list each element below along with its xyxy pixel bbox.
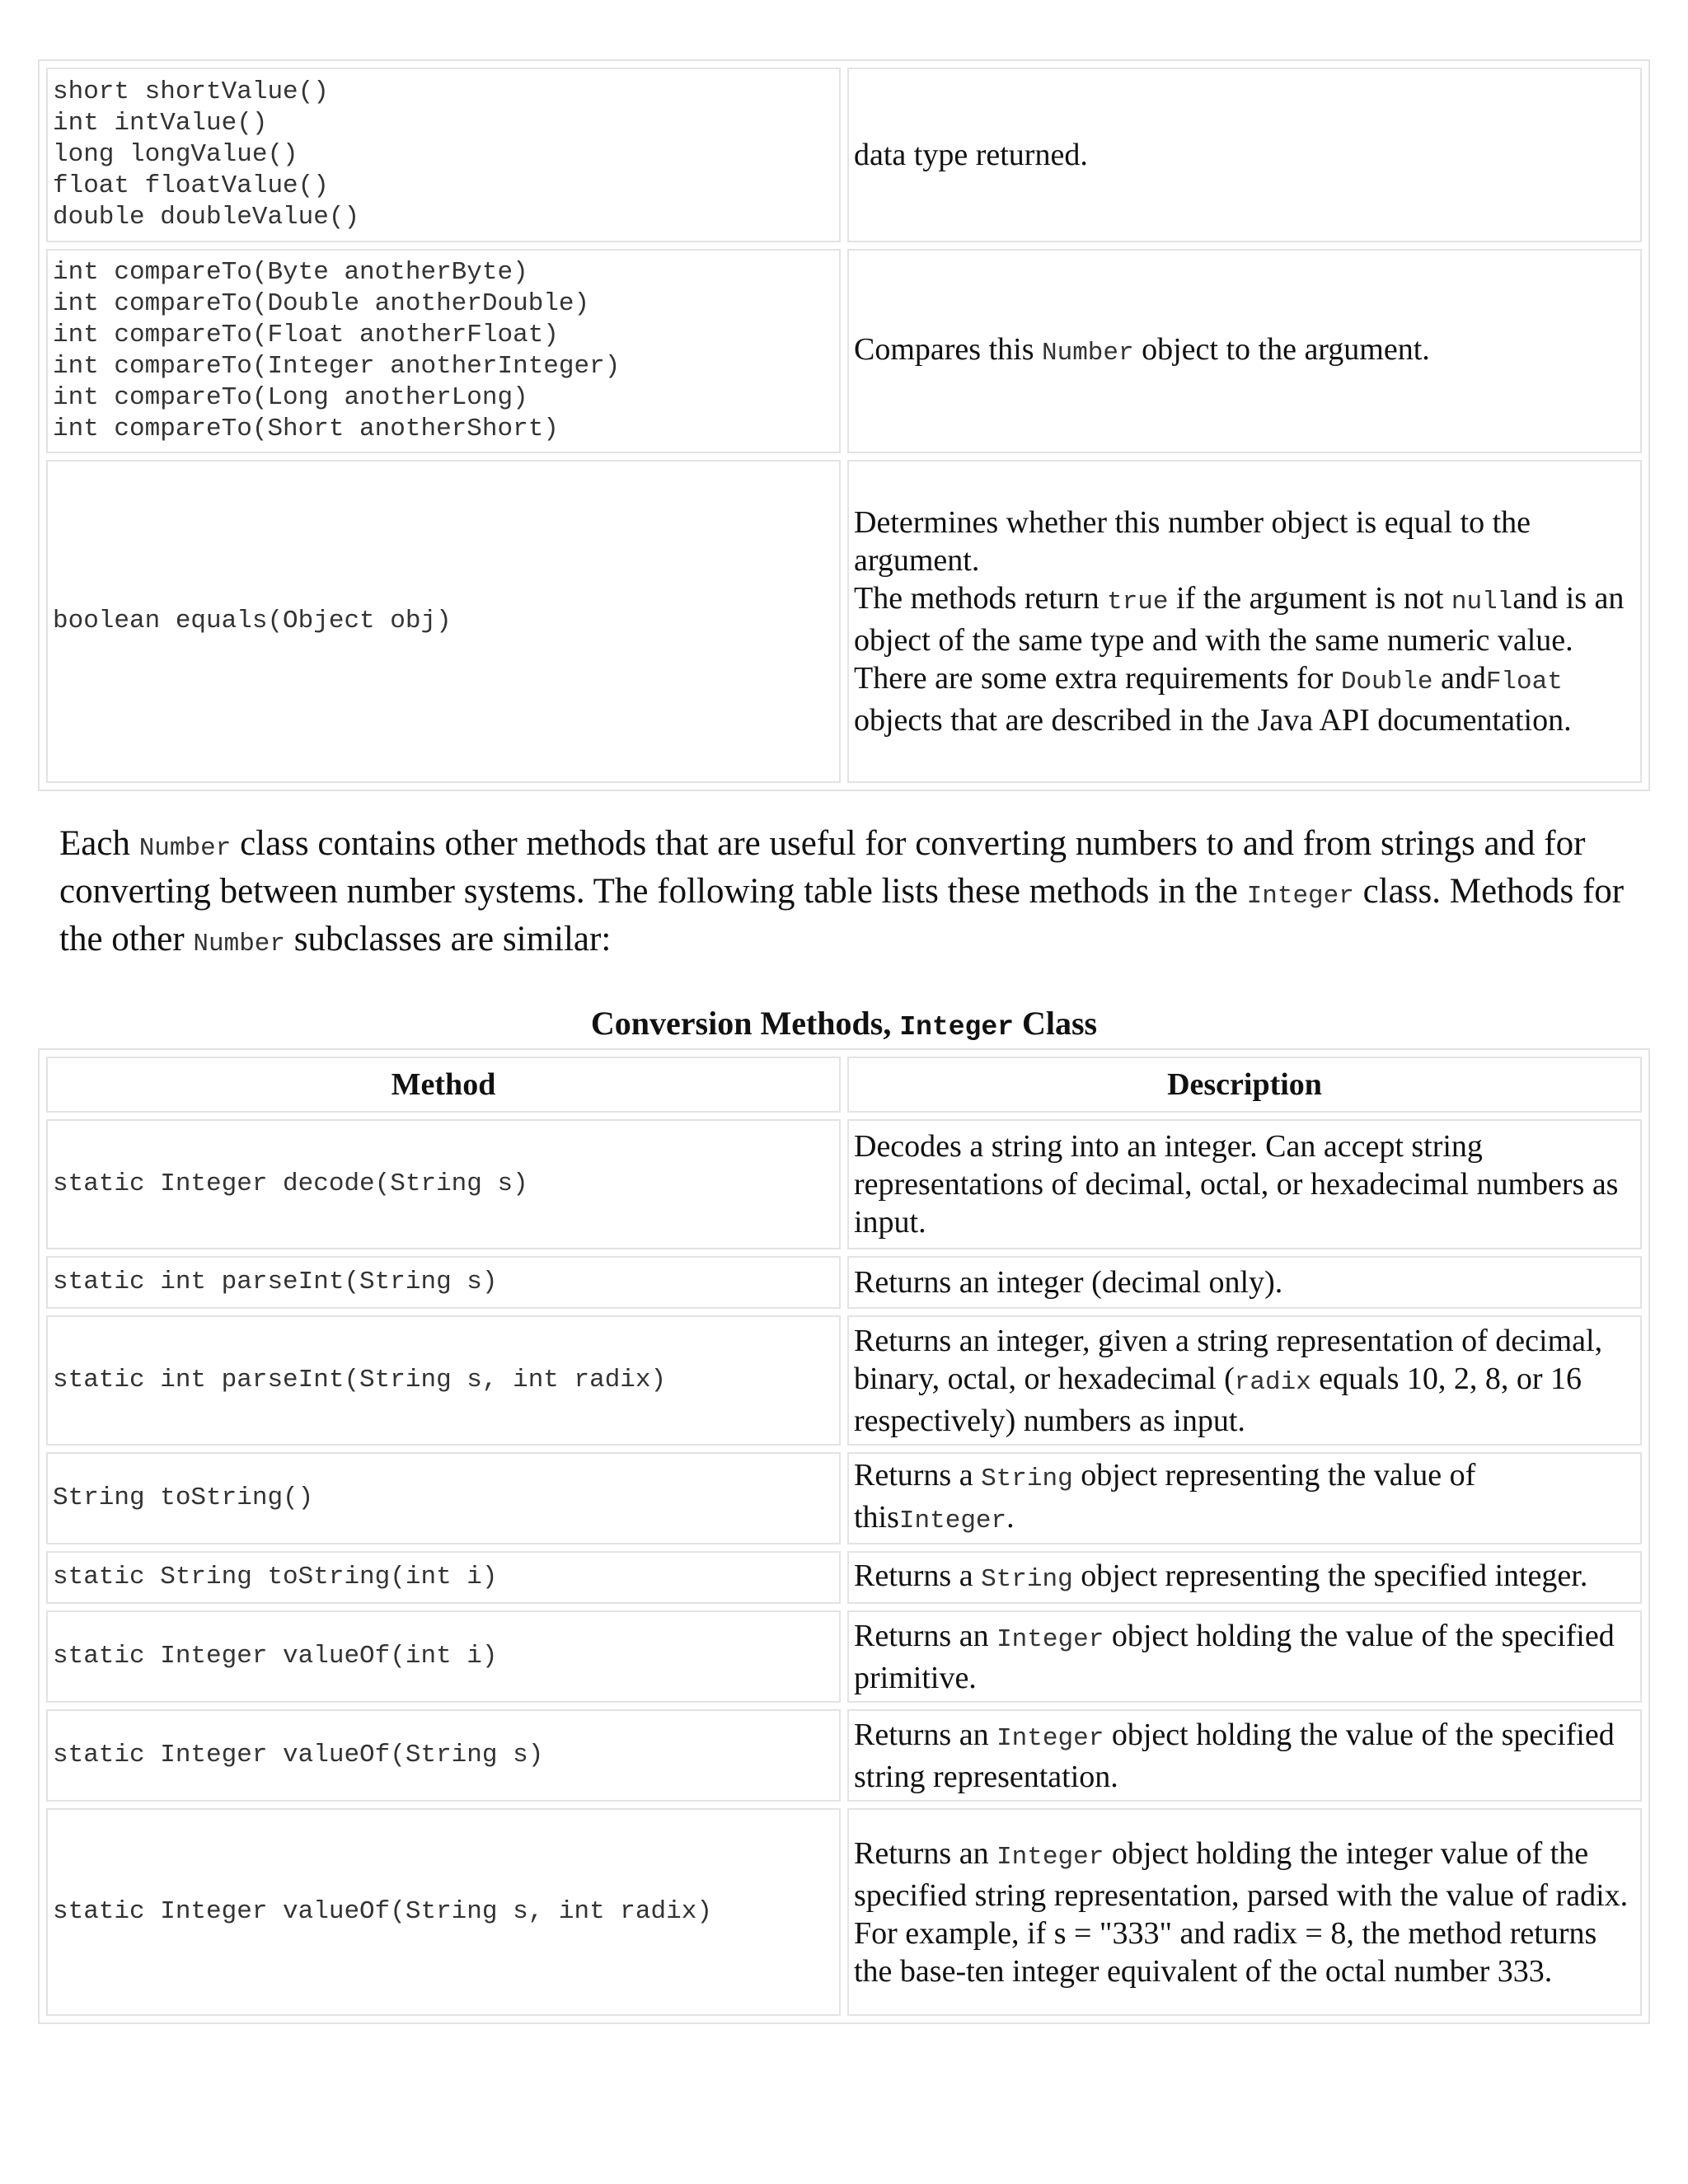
- code-string: String: [981, 1564, 1073, 1594]
- method-cell: String toString(): [46, 1452, 841, 1544]
- description-cell: Compares this Number object to the argument.: [847, 249, 1642, 453]
- table-row: [46, 1610, 1642, 1703]
- description-cell: Returns an Integer object holding the integer value of the specified string representation, parsed with the value of radix. For example, if s = "333" and radix = 8, the method returns the base-ten integer equivalent of the octal number 333.: [847, 1808, 1642, 2016]
- table-row: [46, 1709, 1642, 1802]
- method-cell: static int parseInt(String s, int radix): [46, 1315, 841, 1446]
- header-row: [46, 1057, 1642, 1113]
- table-row: [46, 1315, 1642, 1446]
- method-cell: static Integer decode(String s): [46, 1119, 841, 1249]
- description-cell: Decodes a string into an integer. Can accept string representations of decimal, octal, or hexadecimal numbers as input.: [847, 1119, 1642, 1249]
- description-cell: Returns an Integer object holding the value of the specified string representation.: [847, 1709, 1642, 1802]
- code-integer: Integer: [996, 1624, 1104, 1654]
- code-integer: Integer: [899, 1012, 1014, 1043]
- code-true: true: [1107, 588, 1169, 616]
- code-number: Number: [138, 834, 232, 863]
- table-row: [46, 1551, 1642, 1604]
- table-row: [46, 1256, 1642, 1309]
- table-row: [46, 68, 1642, 242]
- code-string: String: [981, 1465, 1073, 1493]
- method-cell: short shortValue() int intValue() long longValue() float floatValue() double doubleValue(): [46, 68, 841, 242]
- description-cell: Returns a String object representing the value of thisInteger.: [847, 1452, 1642, 1544]
- description-cell: Returns an Integer object holding the value of the specified primitive.: [847, 1610, 1642, 1703]
- description-cell: Returns an integer (decimal only).: [847, 1256, 1642, 1309]
- method-cell: static Integer valueOf(String s): [46, 1709, 841, 1802]
- code-null: null: [1451, 588, 1513, 616]
- code-integer: Integer: [1246, 882, 1354, 911]
- method-cell: int compareTo(Byte anotherByte) int compareTo(Double anotherDouble) int compareTo(Float anotherFloat) int compareTo(Integer anotherInteger) int compareTo(Long anotherLong) int compareTo(Short anotherShort): [46, 249, 841, 453]
- table-row: [46, 1808, 1642, 2016]
- code-radix: radix: [1234, 1367, 1311, 1397]
- description-cell: Returns a String object representing the specified integer.: [847, 1551, 1642, 1604]
- method-cell: static String toString(int i): [46, 1551, 841, 1604]
- code-float: Float: [1485, 668, 1563, 696]
- method-cell: static int parseInt(String s): [46, 1256, 841, 1309]
- description-cell: Determines whether this number object is equal to the argument. The methods return true if the argument is not nulland is an object of the same type and with the same numeric value. There are some extra requirements for Double andFloat objects that are described in the Java API documentation.: [847, 460, 1642, 783]
- table-row: [46, 1119, 1642, 1249]
- table-row: [46, 1452, 1642, 1544]
- method-cell: static Integer valueOf(String s, int radix): [46, 1808, 841, 2016]
- description-cell: data type returned.: [847, 68, 1642, 242]
- method-cell: static Integer valueOf(int i): [46, 1610, 841, 1703]
- code-integer: Integer: [996, 1842, 1104, 1872]
- code-integer: Integer: [996, 1723, 1104, 1753]
- description-cell: Returns an integer, given a string representation of decimal, binary, octal, or hexadecimal (radix equals 10, 2, 8, or 16 respectively) numbers as input.: [847, 1315, 1642, 1446]
- number-methods-table: [38, 59, 1650, 791]
- method-cell: boolean equals(Object obj): [46, 460, 841, 783]
- code-number: Number: [193, 930, 286, 958]
- code-number: Number: [1041, 338, 1134, 368]
- table-row: [46, 249, 1642, 453]
- table-caption: Conversion Methods, Integer Class: [590, 1005, 1098, 1043]
- table-row: [46, 460, 1642, 783]
- conversion-methods-table: [38, 1048, 1650, 2024]
- header-method: Method: [46, 1057, 841, 1113]
- body-paragraph: Each Number class contains other methods that are useful for converting numbers to and from strings and for converting between number systems. The following table lists these methods in the Integer class. Methods for the other Number subclasses are similar:: [59, 824, 1625, 958]
- code-integer: Integer: [898, 1507, 1007, 1535]
- header-description: Description: [847, 1057, 1642, 1113]
- code-double: Double: [1340, 668, 1433, 696]
